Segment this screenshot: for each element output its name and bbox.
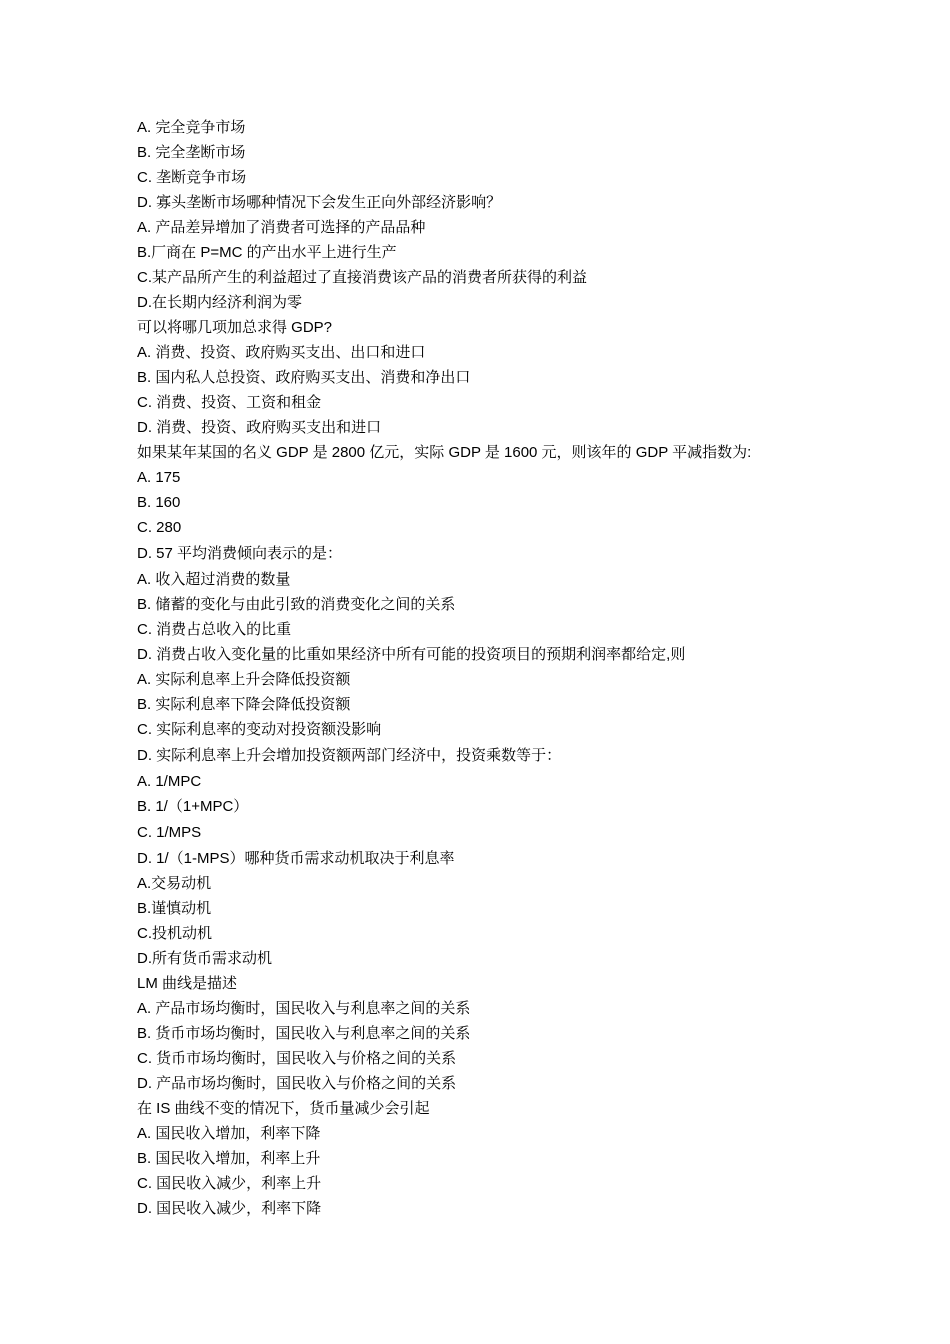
text-line: D.在长期内经济利润为零 <box>137 294 303 311</box>
text-line: C. 280 <box>137 519 182 536</box>
text-line: C. 实际利息率的变动对投资额没影响 <box>137 721 382 738</box>
text-line: B. 国内私人总投资、政府购买支出、消费和净出口 <box>137 369 471 386</box>
text-line: C.投机动机 <box>137 925 213 942</box>
text-line: A.交易动机 <box>137 875 212 892</box>
text-line: D. 产品市场均衡时，国民收入与价格之间的关系 <box>137 1075 457 1092</box>
text-line: A. 消费、投资、政府购买支出、出口和进口 <box>137 344 426 361</box>
text-line: B. 160 <box>137 494 181 511</box>
text-line: C. 国民收入减少，利率上升 <box>137 1175 322 1192</box>
text-line: B.厂商在 P=MC 的产出水平上进行生产 <box>137 244 397 261</box>
text-line: D. 1/（1-MPS）哪种货币需求动机取决于利息率 <box>137 850 455 867</box>
text-line: C. 1/MPS <box>137 824 202 841</box>
text-line: 在 IS 曲线不变的情况下，货币量减少会引起 <box>137 1100 430 1117</box>
text-line: C. 消费占总收入的比重 <box>137 621 292 638</box>
text-line: B. 国民收入增加，利率上升 <box>137 1150 321 1167</box>
text-line: C. 消费、投资、工资和租金 <box>137 394 322 411</box>
text-line: B. 货币市场均衡时，国民收入与利息率之间的关系 <box>137 1025 471 1042</box>
text-line: A. 1/MPC <box>137 773 202 790</box>
text-line: D. 实际利息率上升会增加投资额两部门经济中，投资乘数等于： <box>137 747 562 764</box>
text-line: LM 曲线是描述 <box>137 975 238 992</box>
text-line: A. 收入超过消费的数量 <box>137 571 291 588</box>
text-line: D. 寡头垄断市场哪种情况下会发生正向外部经济影响？ <box>137 194 502 211</box>
text-line: D.所有货币需求动机 <box>137 950 273 967</box>
text-line: D. 57 平均消费倾向表示的是： <box>137 545 343 562</box>
text-line: A. 175 <box>137 469 181 486</box>
text-line: A. 产品市场均衡时，国民收入与利息率之间的关系 <box>137 1000 471 1017</box>
text-line: C. 货币市场均衡时，国民收入与价格之间的关系 <box>137 1050 457 1067</box>
text-line: 如果某年某国的名义 GDP 是 2800 亿元，实际 GDP 是 1600 元，则该年的 GDP 平减指数为: <box>137 444 752 461</box>
text-line: B. 储蓄的变化与由此引致的消费变化之间的关系 <box>137 596 456 613</box>
text-line: C. 垄断竞争市场 <box>137 169 247 186</box>
text-line: A. 完全竞争市场 <box>137 119 246 136</box>
text-line: B. 实际利息率下降会降低投资额 <box>137 696 351 713</box>
text-line: A. 国民收入增加，利率下降 <box>137 1125 321 1142</box>
text-line: A. 产品差异增加了消费者可选择的产品品种 <box>137 219 426 236</box>
text-line: A. 实际利息率上升会降低投资额 <box>137 671 351 688</box>
text-line: C.某产品所产生的利益超过了直接消费该产品的消费者所获得的利益 <box>137 269 588 286</box>
question-text-block <box>137 115 837 1221</box>
text-line: D. 消费、投资、政府购买支出和进口 <box>137 419 382 436</box>
text-line: D. 国民收入减少，利率下降 <box>137 1200 322 1217</box>
text-line: B. 完全垄断市场 <box>137 144 246 161</box>
text-line: D. 消费占收入变化量的比重如果经济中所有可能的投资项目的预期利润率都给定,则 <box>137 646 686 663</box>
text-line: B.谨慎动机 <box>137 900 212 917</box>
text-line: 可以将哪几项加总求得 GDP? <box>137 319 333 336</box>
text-line: B. 1/（1+MPC） <box>137 798 249 815</box>
